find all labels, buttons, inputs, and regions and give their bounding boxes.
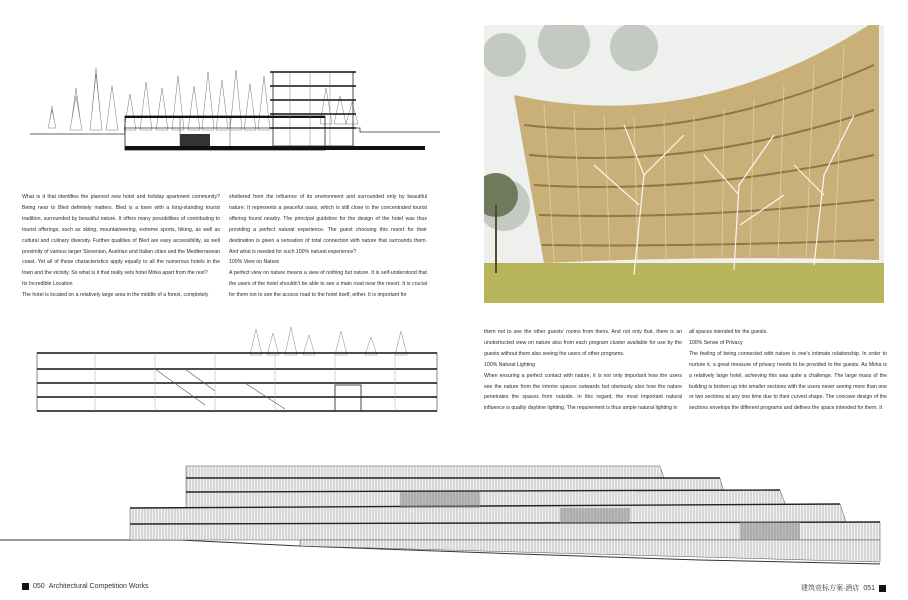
paragraph: When ensuring a perfect contact with nature, it is not only important how the users see the nature from the interior spaces outwards but obviously also how the nature penetrates the spaces from outside. In this regard, the most important natural influence is quality daytime lighting. The requirement is thus ample natural lighting in [484,372,682,412]
paragraph: all spaces intended for the guests. [689,329,768,335]
paragraph: The hotel is located on a relatively large area in the middle of a forest, completely [22,292,209,299]
page-number: 051 [863,584,875,592]
paragraph: sheltered from the influence of its environment and surrounded only by beautiful nature. It represents a peaceful oasis, which is still close to the concentrated tourist offering found nearby. The principal guideline for the design of the hotel was thus providing a perfect natural experience. The guest choosing this resort for their destination is given a sensation of total connection with nature that surrounds them. And what is needed for such 100% natural experience? [229,194,427,255]
paragraph: What is it that identifies the planned new hotel and holiday apartment community? Being near to Bled definitely matters. Bled is a town with a long-standing tourist tradition, surrounded by beautiful nature. It offers many possibilities of contributing to tourist offerings, such as skiing, mountaineering, extreme sports, hiking, as well as cultural and culinary diversity. Further qualities of Bled are easy accessibility, as well proximity of various larger Slovenian, Austrian and Italian cities and the Mediterranean coast. Yet all of these characteristics apply equally to all the numerous hotels in the town and the vicinity. So what is it that really sets hotel Mirka apart from the rest? [22,194,220,277]
folio-square [22,583,29,590]
subheading: Its Incredible Location [22,281,73,288]
section-drawing-middle [35,325,440,417]
folio-left [22,583,149,590]
text-column-4 [689,327,887,414]
folio-square [879,585,886,592]
section-drawing-top [30,58,440,160]
subheading: 100% Sense of Privacy [689,339,743,346]
subheading: 100% View on Nature [229,259,280,266]
text-column-3 [484,327,682,414]
page-number: 050 [33,583,45,590]
text-column-2 [229,192,427,301]
building-render [484,25,884,303]
folio-right [801,583,886,593]
book-title: Architectural Competition Works [48,583,149,590]
book-title: 建筑竞标方案·酒店 [800,585,860,592]
text-column-1 [22,192,220,301]
paragraph: them not to see the other guests' rooms from theirs. And not only that, there is an unobstructed view on nature also from each program cluster available for use by the guests without them also seeing the users of other programs. [484,329,682,357]
paragraph: A perfect view on nature means a view of nothing but nature. It is self-understood that the users of the hotel shouldn't be able to see a main road near the resort. It is crucial for them not to see the access road to the hotel itself, either. It is important for [229,270,427,299]
elevation-drawing [0,462,908,574]
paragraph: The feeling of being connected with nature is one's intimate relationship. In order to nurture it, a great measure of privacy needs to be provided to the guests. As Mirka is a relatively large hotel, achieving this was quite a challenge. The large mass of the building is broken up into smaller sections with the users never seeing more than one or two sections at any one time due to their curved shape. The concave design of the sections envelops the different programs and defines the space intended for them. It [689,350,887,412]
subheading: 100% Natural Lighting [484,361,536,368]
